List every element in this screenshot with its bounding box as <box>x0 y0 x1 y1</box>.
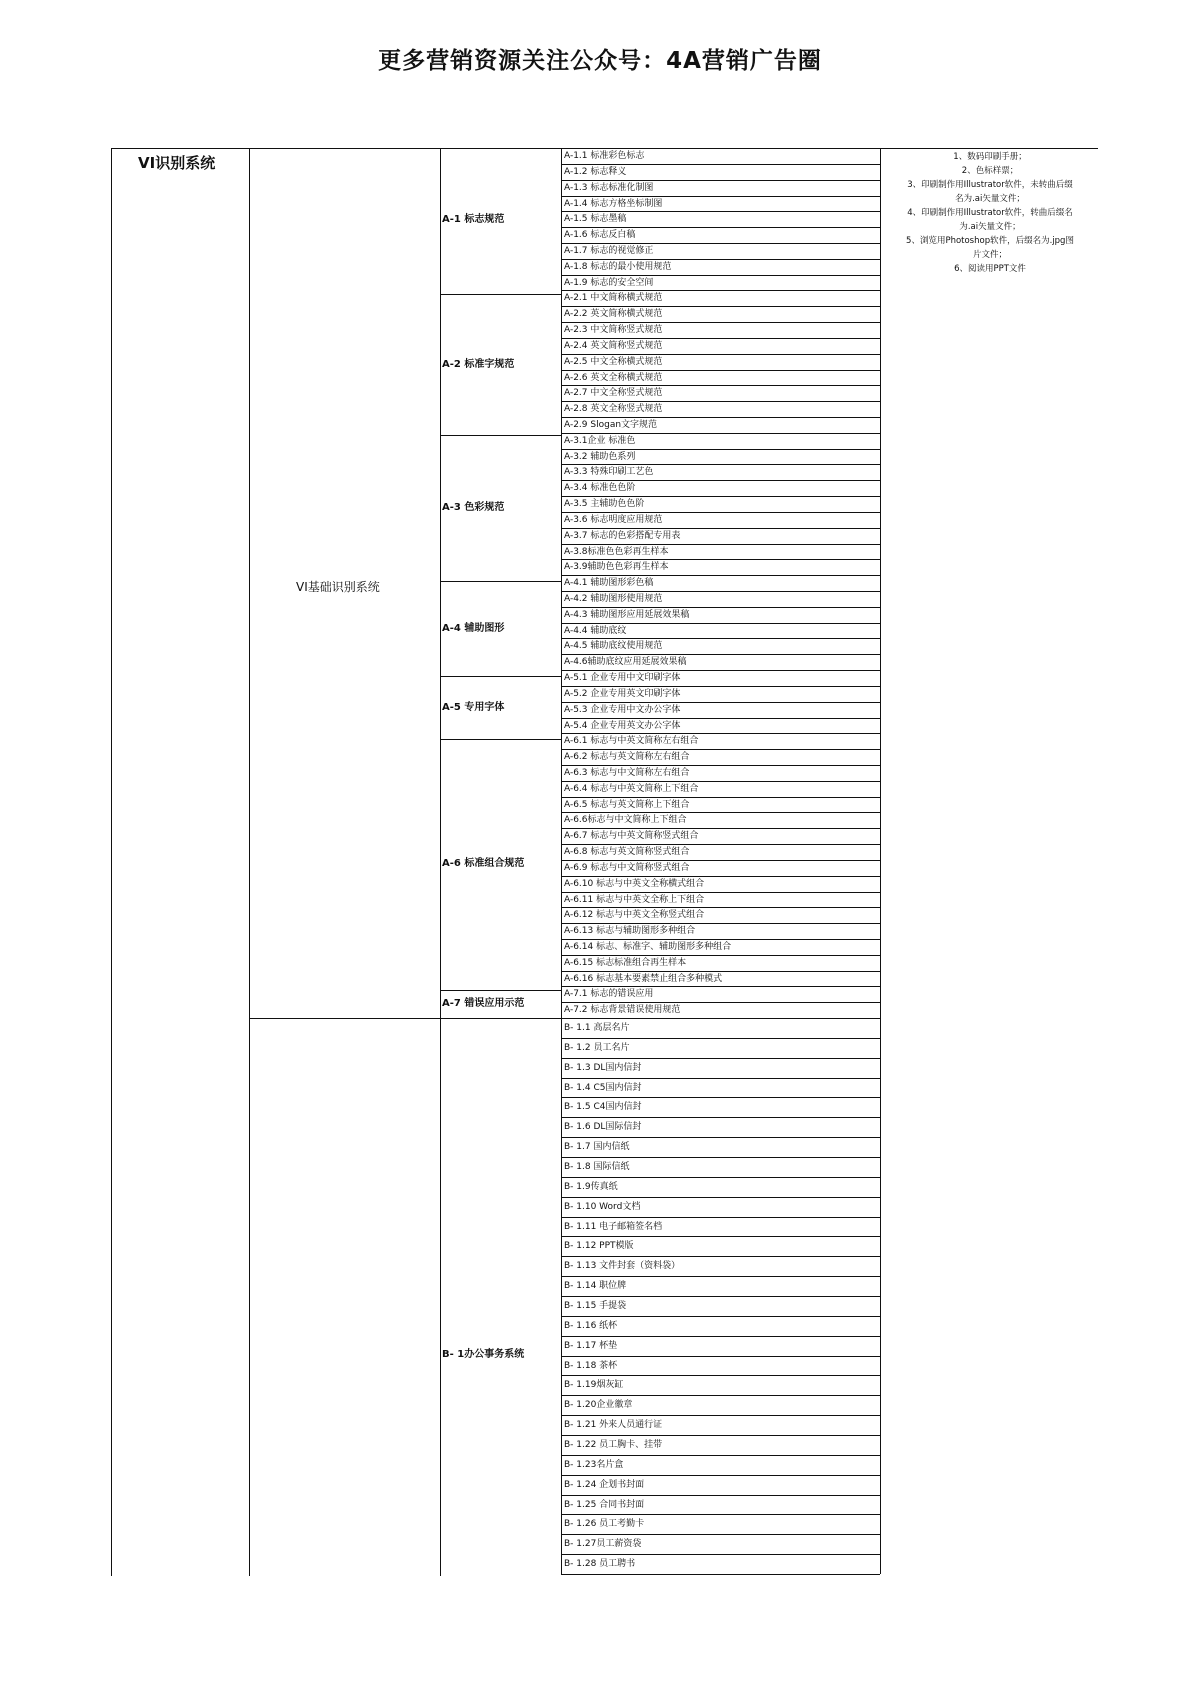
list-item: A-3.7 标志的色彩搭配专用表 <box>561 528 880 544</box>
list-item: A-2.4 英文简称竖式规范 <box>561 338 880 354</box>
group-label: A-4 辅助图形 <box>442 623 505 634</box>
list-item: A-3.3 特殊印刷工艺色 <box>561 464 880 480</box>
col-5-border <box>880 148 881 1018</box>
system-divider <box>249 1018 440 1019</box>
list-item: B- 1.4 C5国内信封 <box>561 1078 880 1098</box>
list-item: A-4.1 辅助图形彩色稿 <box>561 575 880 591</box>
list-item: A-2.6 英文全称横式规范 <box>561 370 880 386</box>
list-item: A-4.4 辅助底纹 <box>561 623 880 639</box>
page-title: 更多营销资源关注公众号：4A营销广告圈 <box>378 48 822 74</box>
col-3-border <box>440 148 441 1576</box>
list-item: B- 1.16 纸杯 <box>561 1316 880 1336</box>
group-label: A-3 色彩规范 <box>442 502 505 513</box>
list-item: B- 1.22 员工胸卡、挂带 <box>561 1435 880 1455</box>
note-line: 3、印刷制作用Illustrator软件，未转曲后缀 <box>907 180 1073 190</box>
list-item: A-5.4 企业专用英文办公字体 <box>561 718 880 734</box>
list-item: B- 1.19烟灰缸 <box>561 1375 880 1395</box>
col-2-border <box>249 148 250 1576</box>
group-label: A-6 标准组合规范 <box>442 858 525 869</box>
list-item: B- 1.18 茶杯 <box>561 1356 880 1376</box>
list-item: B- 1.27员工薪资袋 <box>561 1534 880 1554</box>
list-item: A-2.5 中文全称横式规范 <box>561 354 880 370</box>
note-line: 4、印刷制作用Illustrator软件，转曲后缀名 <box>907 208 1073 218</box>
list-item: B- 1.9传真纸 <box>561 1177 880 1197</box>
group-label: A-7 错误应用示范 <box>442 998 525 1009</box>
list-item: A-1.1 标准彩色标志 <box>561 148 880 164</box>
list-item: A-7.2 标志背景错误使用规范 <box>561 1002 880 1018</box>
list-item: A-6.7 标志与中英文简称竖式组合 <box>561 828 880 844</box>
list-item: B- 1.11 电子邮箱签名档 <box>561 1217 880 1237</box>
list-item: A-1.5 标志墨稿 <box>561 211 880 227</box>
list-item: B- 1.17 杯垫 <box>561 1336 880 1356</box>
note-line: 5、浏览用Photoshop软件，后缀名为.jpg图 <box>906 236 1074 246</box>
col-5-border-lower <box>880 1018 881 1574</box>
group-divider <box>440 676 561 677</box>
list-item: A-6.2 标志与英文简称左右组合 <box>561 749 880 765</box>
list-item: A-4.5 辅助底纹使用规范 <box>561 638 880 654</box>
list-item: A-6.4 标志与中英文简称上下组合 <box>561 781 880 797</box>
system-label: VI基础识别系统 <box>296 580 380 594</box>
table-bottom-border <box>561 1574 880 1575</box>
list-item: A-6.6标志与中文简称上下组合 <box>561 812 880 828</box>
group-label: A-5 专用字体 <box>442 702 505 713</box>
list-item: B- 1.10 Word文档 <box>561 1197 880 1217</box>
note-line: 片文件； <box>972 250 1007 260</box>
list-item: A-2.3 中文简称竖式规范 <box>561 322 880 338</box>
list-item: A-1.7 标志的视觉修正 <box>561 243 880 259</box>
list-item: A-5.3 企业专用中文办公字体 <box>561 702 880 718</box>
list-item: B- 1.15 手提袋 <box>561 1296 880 1316</box>
list-item: B- 1.7 国内信纸 <box>561 1137 880 1157</box>
list-item: A-3.1企业 标准色 <box>561 433 880 449</box>
note-line: 1、数码印刷手册； <box>953 152 1027 162</box>
list-item: A-6.14 标志、标准字、辅助图形多种组合 <box>561 939 880 955</box>
list-item: A-6.10 标志与中英文全称横式组合 <box>561 876 880 892</box>
list-item: B- 1.28 员工聘书 <box>561 1554 880 1574</box>
list-item: A-3.5 主辅助色色阶 <box>561 496 880 512</box>
list-item: A-4.2 辅助图形使用规范 <box>561 591 880 607</box>
group-divider <box>440 294 561 295</box>
note-line: 为.ai矢量文件； <box>959 222 1021 232</box>
list-item: A-4.3 辅助图形应用延展效果稿 <box>561 607 880 623</box>
list-item: B- 1.3 DL国内信封 <box>561 1058 880 1078</box>
list-item: A-6.12 标志与中英文全称竖式组合 <box>561 907 880 923</box>
list-item: A-7.1 标志的错误应用 <box>561 986 880 1002</box>
note-line: 2、色标样票； <box>961 166 1019 176</box>
list-item: A-6.11 标志与中英文全称上下组合 <box>561 892 880 908</box>
list-item: A-6.16 标志基本要素禁止组合多种模式 <box>561 971 880 987</box>
note-line: 名为.ai矢量文件； <box>955 194 1025 204</box>
list-item: A-3.2 辅助色系列 <box>561 449 880 465</box>
list-item: B- 1.14 职位牌 <box>561 1276 880 1296</box>
list-item: B- 1.8 国际信纸 <box>561 1157 880 1177</box>
list-item: A-2.8 英文全称竖式规范 <box>561 401 880 417</box>
list-item: B- 1.26 员工考勤卡 <box>561 1514 880 1534</box>
list-item: A-2.7 中文全称竖式规范 <box>561 385 880 401</box>
group-label: A-2 标准字规范 <box>442 359 515 370</box>
list-item: A-6.8 标志与英文简称竖式组合 <box>561 844 880 860</box>
list-item: A-5.2 企业专用英文印刷字体 <box>561 686 880 702</box>
list-item: B- 1.6 DL国际信封 <box>561 1117 880 1137</box>
list-item: A-1.6 标志反白稿 <box>561 227 880 243</box>
group-divider <box>440 1018 561 1019</box>
list-item: A-3.4 标准色色阶 <box>561 480 880 496</box>
list-item: A-5.1 企业专用中文印刷字体 <box>561 670 880 686</box>
list-item: B- 1.23名片盒 <box>561 1455 880 1475</box>
list-item: B- 1.2 员工名片 <box>561 1038 880 1058</box>
list-item: B- 1.13 文件封套（资料袋） <box>561 1256 880 1276</box>
output-notes <box>882 150 1098 276</box>
list-item: A-6.5 标志与英文简称上下组合 <box>561 797 880 813</box>
list-item: A-1.8 标志的最小使用规范 <box>561 259 880 275</box>
group-divider <box>440 435 561 436</box>
list-item: A-6.13 标志与辅助图形多种组合 <box>561 923 880 939</box>
list-item: A-6.1 标志与中英文简称左右组合 <box>561 733 880 749</box>
list-item: A-6.9 标志与中文简称竖式组合 <box>561 860 880 876</box>
list-item: B- 1.12 PPT模版 <box>561 1236 880 1256</box>
list-item: A-3.9辅助色色彩再生样本 <box>561 559 880 575</box>
group-divider <box>440 739 561 740</box>
group-label: A-1 标志规范 <box>442 214 505 225</box>
list-item: A-6.15 标志标准组合再生样本 <box>561 955 880 971</box>
list-item: A-1.9 标志的安全空间 <box>561 275 880 291</box>
list-item: A-3.8标准色色彩再生样本 <box>561 544 880 560</box>
group-divider <box>440 581 561 582</box>
list-item: A-4.6辅助底纹应用延展效果稿 <box>561 654 880 670</box>
list-item: B- 1.21 外来人员通行证 <box>561 1415 880 1435</box>
list-item: A-3.6 标志明度应用规范 <box>561 512 880 528</box>
list-item: B- 1.5 C4国内信封 <box>561 1097 880 1117</box>
list-item: B- 1.25 合同书封面 <box>561 1495 880 1515</box>
list-item: A-1.3 标志标准化制图 <box>561 180 880 196</box>
list-item: A-2.9 Slogan文字规范 <box>561 417 880 433</box>
list-item: A-2.2 英文简称横式规范 <box>561 306 880 322</box>
left-border <box>111 148 112 1576</box>
group-label: B- 1办公事务系统 <box>442 1349 525 1360</box>
list-item: B- 1.20企业徽章 <box>561 1395 880 1415</box>
list-item: B- 1.24 企划书封面 <box>561 1475 880 1495</box>
list-item: A-1.4 标志方格坐标制图 <box>561 196 880 212</box>
list-item: A-2.1 中文简称横式规范 <box>561 290 880 306</box>
group-divider <box>440 990 561 991</box>
note-line: 6、阅读用PPT文件 <box>954 264 1026 274</box>
list-item: A-6.3 标志与中文简称左右组合 <box>561 765 880 781</box>
list-item: B- 1.1 高层名片 <box>561 1018 880 1038</box>
list-item: A-1.2 标志释义 <box>561 164 880 180</box>
root-label: VI识别系统 <box>138 154 216 172</box>
